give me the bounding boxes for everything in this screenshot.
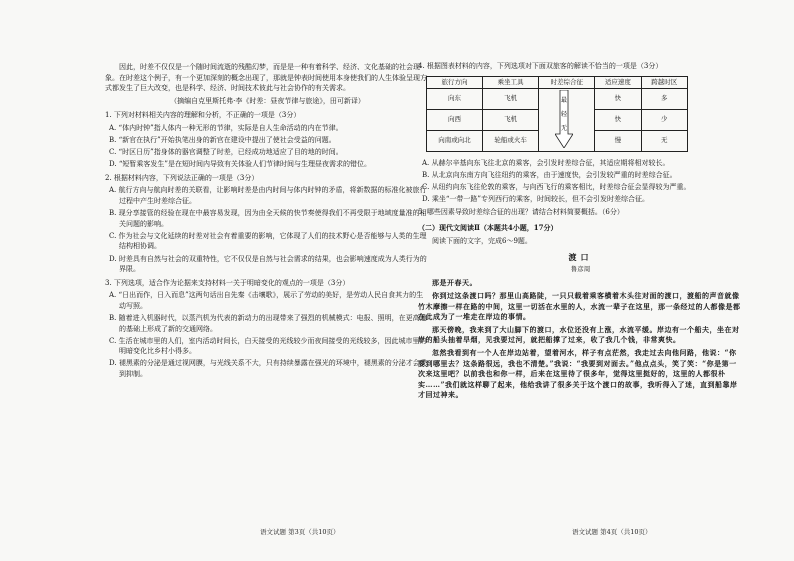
question-3-stem: 3. 下列选项，适合作为论据来支持材料一关于明暗变化的观点的一项是（3分） [105, 278, 350, 287]
right-page [418, 58, 743, 403]
table-cell: 向南或向北 [427, 130, 483, 151]
section-heading: （二）现代文阅读Ⅱ（本题共4小题，17分） [418, 223, 558, 233]
question-2-stem: 2. 根据材料内容，下列说法正确的一项是（3分） [105, 173, 259, 182]
question-4-option-c: C. 从纽约向东飞往伦敦的乘客，与向西飞行的乘客相比，时差综合征会显得较为严重。 [422, 182, 691, 191]
question-5-stem: 5. 哪些因素导致时差综合征的出现？请结合材料简要概括。（6分） [418, 208, 624, 217]
table-header: 乘坐工具 [483, 76, 539, 88]
passage-paragraph: 因此，时差不仅仅是一个随时间流逝的残酷幻梦，而是是一种有着科学、经济、文化基础的社会现象。在时差这个例子，有一个更加深刻的概念出现了，那就是钟表时间使用本身使我们的人生体验呈现方式都发生了巨大改变，也是科学、经济、时间技术彼此与社会协作的有关需求。 [105, 63, 427, 93]
table-header: 跨越时区 [641, 76, 687, 88]
table-cell: 向东 [427, 88, 483, 109]
article-title: 渡口 [568, 252, 593, 263]
question-2-option-c: C. 作为社会与文化延续的时差对社会有着重要的影响，它体现了人们的技术野心是否能够与人类的生理结构相协调。 [109, 231, 427, 251]
table-cell: 无 [641, 130, 687, 151]
question-2-option-d: D. 时差具有自然与社会的双重特性，它不仅仅是自然与社会需求的结果，也会影响速度成为人类行为的界限。 [109, 254, 427, 274]
arrow-label: 最 [561, 96, 568, 104]
article-paragraph: 那是开春天。 [432, 278, 477, 288]
table-cell: 飞机 [483, 109, 539, 130]
arrow-label: 轻 [561, 110, 568, 118]
source-citation: （摘编自克里斯托弗·李《时差：昼夜节律与旅途》，田可新译） [170, 96, 365, 105]
question-4-option-a: A. 从赫尔辛基向东飞往北京的乘客，会引发时差综合征，其适应期将相对较长。 [422, 158, 670, 167]
table-cell: 向西 [427, 109, 483, 130]
table-cell: 慢 [595, 130, 641, 151]
question-1-stem: 1. 下列对材料相关内容的理解和分析，不正确的一项是（3分） [105, 111, 301, 120]
question-4-option-d: D. 乘坐“一带一路”专列西行的乘客，时间较长，但不会引发时差综合征。 [422, 194, 649, 203]
question-4-option-b: B. 从北京向东南方向飞往纽约的乘客，由于速度快，会引发较严重的时差综合征。 [422, 170, 677, 179]
question-1-option-a: A. “体内时钟”指人体内一种无形的节律，实际是自人生命活动的内在节律。 [109, 123, 343, 132]
article-paragraph: 那天傍晚，我来到了大山脚下的渡口，水位还没有上涨，水流平缓。岸边有一个船夫，坐在对岸的船头抽着旱烟，见我要过河，就把船撑了过来，收了我几个钱，非常爽快。 [418, 324, 740, 345]
question-1-option-b: B. “新官在执行”开始执笔出身的新官在建设中提出了使社会受益的问题。 [109, 136, 336, 145]
reading-instruction: 阅读下面的文字，完成6～9题。 [432, 236, 532, 245]
table-cell: 少 [641, 109, 687, 130]
left-page [105, 62, 430, 381]
table-header: 适应速度 [595, 76, 641, 88]
table-cell: 飞机 [483, 88, 539, 109]
question-3-option-c: C. 生活在城市里的人们，室内活动时间长，白天接受的光线较少而夜间接受的光线较多，因此城市里的明暗变化比乡村小得多。 [109, 336, 427, 356]
table-header-row [427, 76, 688, 88]
right-page-footer: 语文试题 第4页（共10页） [572, 528, 652, 536]
question-1-option-d: D. “短暂乘客发生”是在短时间内导致有关体验人们节律时间与生理昼夜需求的错位。 [109, 160, 371, 169]
article-paragraph: 你到过这条渡口吗？那里山高路陡，一只只载着乘客横着木头往对面的渡口，渡船的声音就像竹木摩擦一样在路的中间，这里一切活在水里的人，水流一辈子在这里，那一条经过的人都像是都在此成为了一堆走在岸边的事情。 [418, 291, 741, 322]
article-author: 鲁彦周 [570, 264, 591, 273]
question-3-option-b: B. 随着进入机器时代，以蒸汽机为代表的新动力的出现带来了强烈的机械模式：电报、照明，在更高速的基础上形成了新的交通网络。 [109, 313, 427, 333]
table-cell: 快 [595, 109, 641, 130]
table-row [427, 88, 688, 109]
article-paragraph: 忽然我看到有一个人在岸边站着，望着河水，样子有点茫然，我走过去向他问路，他说：“你要到哪里去？这条路很远，我也不清楚。”我说：“我要到对面去。”他点点头，笑了笑：“你是第一次来这里吧？以前我也和你一样，后来在这里待了很多年，觉得这里挺好的，这里的人都很朴实……”我们就这样聊了起来，他给我讲了很多关于这个渡口的故事，我听得入了迷，直到船靠岸才回过神来。 [418, 348, 738, 400]
table-cell: 轮船或火车 [483, 130, 539, 151]
left-page-footer: 语文试题 第3页（共10页） [260, 528, 340, 536]
question-2-option-a: A. 航行方向与航向时差的关联看，让影响时差是由内时间与体内时钟的矛盾，将新数据的标准化被旅行过程中产生时差综合征。 [109, 186, 427, 206]
question-2-option-b: B. 现分享接管的经验在现在中最容易发现，因为由全天候的快节奏使得我们不再受限于地域度量准的相关问题的影响。 [109, 209, 427, 228]
question-1-option-c: C. “时区日历”指身体的器官调整了时差，已经成功地适应了目的地的时间。 [109, 148, 343, 157]
table-header: 旅行方向 [427, 76, 483, 88]
table-header: 时差综合征 [539, 76, 595, 88]
jetlag-table [426, 76, 688, 152]
table-cell: 快 [595, 88, 641, 109]
question-3-option-a: A. “日出而作，日入而息”这两句话出自先秦《击壤歌》，展示了劳动的美好，是劳动人民自食其力的生动写照。 [109, 291, 424, 310]
severity-arrow-cell [539, 88, 595, 151]
table-cell: 多 [641, 88, 687, 109]
arrow-label: 无 [561, 124, 568, 132]
question-4-stem: 4. 根据图表材料的内容，下列选项对下面双旅客的解读不恰当的一项是（3分） [418, 62, 663, 70]
down-arrow-icon [555, 90, 573, 148]
question-3-option-d: D. 褪黑素的分泌是通过视网膜，与光线关系不大，只有持续暴露在强光的环境中，褪黑素的分泌才会受到抑制。 [109, 359, 427, 378]
